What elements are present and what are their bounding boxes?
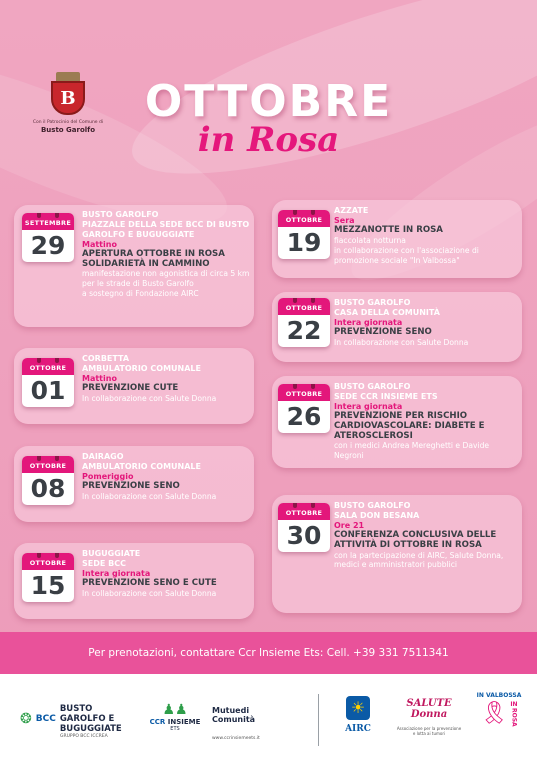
calendar-icon: SETTEMBRE 29 (22, 213, 74, 262)
event-title: PREVENZIONE SENO (82, 480, 180, 491)
salute-donna-logo: SALUTE Donna Associazione per la prevenzione e lotta ai tumori (396, 698, 462, 736)
event-venue: AMBULATORIO COMUNALE (82, 363, 201, 373)
event-place: CORBETTA (82, 354, 130, 363)
event-time: Pomeriggio (82, 471, 134, 481)
page-title: OTTOBRE (144, 76, 393, 127)
event-time: Intera giornata (334, 401, 403, 411)
event-title: MEZZANOTTE IN ROSA (334, 224, 443, 235)
event-place: BUSTO GAROLFO (334, 382, 411, 391)
event-title: PREVENZIONE SENO E CUTE (82, 577, 217, 588)
calendar-icon: OTTOBRE 01 (22, 358, 74, 407)
airc-icon: ☀ (346, 696, 370, 720)
sponsor-footer (0, 674, 537, 768)
event-description: manifestazione non agonistica di circa 5 km per le strade di Busto Garolfo (82, 269, 250, 289)
event-place: BUSTO GAROLFO (334, 501, 411, 510)
event-details (82, 452, 250, 502)
calendar-icon: OTTOBRE 30 (278, 503, 330, 552)
patronage-text: Con il Patrocinio del Comune di (32, 120, 104, 125)
page-subtitle: in Rosa (197, 120, 340, 160)
event-note: In collaborazione con Salute Donna (82, 393, 217, 403)
event-details (82, 354, 250, 404)
event-title: PREVENZIONE CUTE (82, 382, 179, 393)
bcc-leaf-icon: ❂ (20, 711, 32, 727)
event-note: con i medici Andrea Mereghetti e Davide Negroni (334, 441, 490, 461)
event-note: In collaborazione con Salute Donna (82, 491, 217, 501)
ccr-logo: ♟♟ CCR INSIEME ETS (146, 702, 204, 732)
event-details (82, 549, 250, 599)
pink-ribbon-icon: 🎗 (480, 701, 509, 727)
divider (318, 694, 319, 746)
airc-logo: ☀ AIRC (345, 698, 371, 734)
event-venue: SEDE CCR INSIEME ETS (334, 391, 438, 401)
event-title: PREVENZIONE SENO (334, 326, 432, 337)
event-note: a sostegno di Fondazione AIRC (82, 289, 199, 299)
event-details (82, 210, 250, 299)
event-time: Sera (334, 215, 355, 225)
event-time: Mattino (82, 239, 117, 249)
event-venue: PIAZZALE DELLA SEDE BCC DI BUSTO GAROLFO E BUGUGGIATE (82, 219, 250, 239)
booking-info: Per prenotazioni, contattare Ccr Insieme Ets: Cell. +39 331 7511341 (0, 632, 537, 674)
mutue-logo: Mutuedi Comunità www.ccrinsiemeets.it (212, 706, 260, 741)
in-rosa-logo: IN VALBOSSA 🎗 IN ROSA (476, 692, 522, 727)
event-title: APERTURA OTTOBRE IN ROSA SOLIDARIETÀ IN CAMMINO (82, 248, 225, 269)
people-icon: ♟♟ (162, 702, 188, 718)
calendar-icon: OTTOBRE 08 (22, 456, 74, 505)
calendar-icon: OTTOBRE 15 (22, 553, 74, 602)
bcc-logo: ❂ BCC BUSTO GAROLFO E BUGUGGIATE GRUPPO BCC ICCREA (20, 704, 122, 739)
event-time: Intera giornata (82, 568, 151, 578)
event-time: Ore 21 (334, 520, 365, 530)
event-details (334, 298, 518, 348)
event-description: fiaccolata notturna (334, 235, 406, 245)
town-crest-icon: B (51, 72, 85, 116)
event-time: Intera giornata (334, 317, 403, 327)
patronage-town: Busto Garolfo (40, 126, 96, 134)
event-place: BUSTO GAROLFO (82, 210, 159, 219)
calendar-icon: OTTOBRE 19 (278, 210, 330, 259)
event-place: AZZATE (334, 206, 369, 215)
event-venue: SALA DON BESANA (334, 510, 420, 520)
event-details (334, 206, 518, 265)
event-place: BUSTO GAROLFO (334, 298, 411, 307)
event-details (334, 501, 518, 570)
event-place: DAIRAGO (82, 452, 124, 461)
event-venue: SEDE BCC (82, 558, 126, 568)
event-note: In collaborazione con Salute Donna (334, 337, 469, 347)
event-time: Mattino (82, 373, 117, 383)
calendar-icon: OTTOBRE 22 (278, 298, 330, 347)
event-note: In collaborazione con Salute Donna (82, 588, 217, 598)
event-venue: AMBULATORIO COMUNALE (82, 461, 201, 471)
event-place: BUGUGGIATE (82, 549, 141, 558)
calendar-icon: OTTOBRE 26 (278, 384, 330, 433)
event-venue: CASA DELLA COMUNITÀ (334, 307, 440, 317)
event-details (334, 382, 518, 461)
event-note: in collaborazione con l'associazione di promozione sociale "In Valbossa" (334, 245, 479, 265)
event-note: con la partecipazione di AIRC, Salute Donna, medici e amministratori pubblici (334, 550, 504, 570)
event-title: CONFERENZA CONCLUSIVA DELLE ATTIVITÀ DI OTTOBRE IN ROSA (334, 529, 497, 550)
event-title: PREVENZIONE PER RISCHIO CARDIOVASCOLARE: DIABETE E ATEROSCLEROSI (334, 410, 485, 441)
